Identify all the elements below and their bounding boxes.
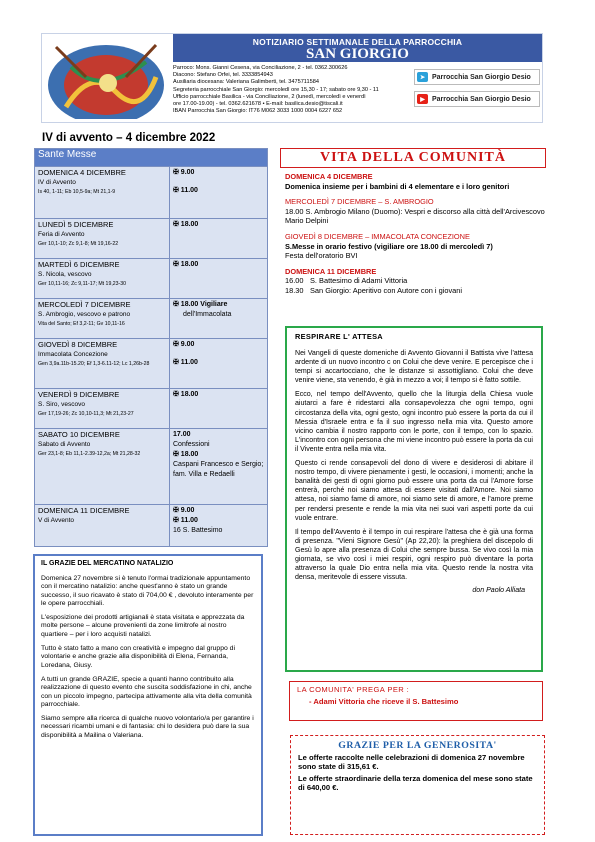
community-events bbox=[285, 172, 545, 302]
youtube-label: Parrocchia San Giorgio Desio bbox=[432, 95, 531, 103]
mercatino-title: IL GRAZIE DEL MERCATINO NATALIZIO bbox=[41, 560, 174, 567]
table-row bbox=[35, 429, 268, 505]
youtube-link[interactable] bbox=[414, 91, 540, 107]
contact-line: Ufficio parrocchiale Basilica - via Conciliazione, 2 (lunedì, mercoledì e venerdì bbox=[173, 93, 366, 100]
reflection-box bbox=[285, 326, 543, 672]
event-date: DOMENICA 4 DICEMBRE bbox=[285, 172, 373, 181]
contact-line: Parroco: Mons. Gianni Cesena, via Conciliazione, 2 - tel. 0362.300626 bbox=[173, 65, 348, 71]
row-celebration: Immacolata Concezione bbox=[38, 351, 108, 358]
reflection-title: RESPIRARE L' ATTESA bbox=[295, 332, 383, 341]
reflection-paragraph: Nei Vangeli di queste domeniche di Avvento Giovanni il Battista vive l'attesa ardente di un nuovo incontro c on Colui che deve venire. E percepisce che i tempi si accartocciano, che le distanze si assottigliano. Colui che deve venire viene, sta venendo, è già in mezzo a voi; il tempo si è fatto sottile. bbox=[295, 350, 533, 385]
event-item bbox=[285, 276, 545, 286]
offerings-title: GRAZIE PER LA GENEROSITA' bbox=[338, 740, 497, 751]
event-item bbox=[285, 286, 545, 296]
masthead bbox=[173, 34, 542, 62]
mass-intention: Caspani Francesco e Sergio; bbox=[173, 461, 264, 468]
event-text: S. Battesimo di Adami Vittoria bbox=[310, 276, 408, 286]
offerings-line: Le offerte straordinarie della terza domenica del mese sono state di 640,00 €. bbox=[298, 773, 533, 793]
reflection-paragraph: Questo ci rende consapevoli del dono di vivere e desiderosi di abitare il nostro tempo, di vivere pienamente i gesti, le occasioni, i momenti; anche la banalità dei gesti di ogni giorno può essere una porta da cui l'Amore forse entrerà, perché noi siamo attesa di essere visitati dall'Amore. Noi siamo attesa, noi siamo fame di amore, noi siamo sete di amore, e l'amore preme per rendersi presente e rende la mia vita nei suoi vari aspetti porte da cui vuole entrare. bbox=[295, 460, 533, 522]
event-date: MERCOLEDÌ 7 DICEMBRE – S. AMBROGIO bbox=[285, 197, 434, 207]
newsletter-header bbox=[41, 33, 543, 123]
mass-time: ✠ 18.00 bbox=[173, 391, 199, 398]
event-text: 18.00 S. Ambrogio Milano (Duomo): Vespri e discorso alla città dell'Arcivescovo Mario Delpini bbox=[285, 206, 545, 226]
mass-time: ✠ 11.00 bbox=[173, 359, 198, 366]
mercatino-paragraph: Siamo sempre alla ricerca di qualche nuovo volontario/a per garantire i necessari ricambi umani e di fantasia: chi lo desidera può dare la sua disponibilità a Mailina o Valeriana. bbox=[41, 715, 254, 739]
offerings-line: Le offerte raccolte nelle celebrazioni di domenica 27 novembre sono state di 315,61 €. bbox=[298, 753, 525, 772]
prayer-box bbox=[289, 681, 543, 721]
row-readings: Ger 23,1-8; Eb 11,1-2.39-12,2a; Mt 21,28-32 bbox=[38, 451, 141, 457]
row-celebration: S. Nicola, vescovo bbox=[38, 271, 92, 278]
mass-time: ✠ 18.00 bbox=[173, 261, 199, 268]
mass-note: dell'Immacolata bbox=[183, 311, 232, 318]
table-row bbox=[35, 299, 268, 339]
row-readings: Vita del Santo; Ef 3,2-11; Gv 10,11-16 bbox=[38, 321, 125, 327]
table-row bbox=[35, 389, 268, 429]
church-logo bbox=[46, 37, 171, 119]
table-row bbox=[35, 219, 268, 259]
mass-intention: fam. Villa e Redaelli bbox=[173, 471, 235, 478]
youtube-icon: ▶ bbox=[417, 94, 428, 104]
mass-time: 17.00 bbox=[173, 431, 191, 438]
table-row bbox=[35, 167, 268, 219]
prayer-title: LA COMUNITA' PREGA PER : bbox=[297, 685, 410, 694]
mass-note: Confessioni bbox=[173, 441, 210, 448]
row-day: DOMENICA 11 DICEMBRE bbox=[38, 506, 130, 515]
offerings-box bbox=[290, 735, 545, 835]
row-celebration: IV di Avvento bbox=[38, 179, 76, 186]
mass-time: ✠ 9.00 bbox=[173, 341, 195, 348]
mercatino-box bbox=[33, 554, 263, 836]
row-readings: Ger 17,19-26; Zc 10,10-11,3; Mt 21,23-27 bbox=[38, 411, 134, 417]
row-celebration: V di Avvento bbox=[38, 517, 75, 524]
row-day: MERCOLEDÌ 7 DICEMBRE bbox=[38, 300, 131, 309]
event-text: Domenica insieme per i bambini di 4 elementare e i loro genitori bbox=[285, 181, 510, 191]
masthead-subtitle: NOTIZIARIO SETTIMANALE DELLA PARROCCHIA bbox=[252, 37, 463, 47]
contact-line: IBAN Parrocchia San Giorgio: IT76 M062 3033 1000 0004 6227 652 bbox=[173, 108, 343, 115]
event-text: Festa dell'oratorio BVI bbox=[285, 251, 358, 261]
event-text: San Giorgio: Aperitivo con Autore con i giovani bbox=[310, 285, 463, 295]
mass-schedule-table bbox=[34, 148, 268, 547]
mass-time: ✠ 18.00 Vigiliare bbox=[173, 301, 228, 308]
prayer-item: - Adami Vittoria che riceve il S. Battesimo bbox=[309, 697, 459, 706]
mercatino-paragraph: Tutto è stato fatto a mano con creatività e impegno dal gruppo di volontarie e anche grazie alla disponibilità di Elena, Fernanda, Loredana, Giusy. bbox=[41, 645, 235, 669]
mass-note: 16 S. Battesimo bbox=[173, 527, 223, 534]
contact-line: Ausiliaria diocesana: Valeriana Galimberti, tel. 3475711584 bbox=[173, 79, 319, 86]
reflection-paragraph: Il tempo dell'Avvento è il tempo in cui respirare l'attesa che è già una forma di presenza. "Vieni Signore Gesù" (Ap 22,20): la preghiera del discepolo di Gesù lo apre alla presenza di Colui che sempre bussa. Se vivo così la mia giornata, se vivo così i miei respiri, ogni respiro può diventare la porta attraverso la quale Dio entra nella mia vita. Questo rende la nostra vita densa, meritevole di essere vissuta. bbox=[295, 528, 533, 582]
row-celebration: S. Ambrogio, vescovo e patrono bbox=[38, 311, 131, 318]
row-day: MARTEDÌ 6 DICEMBRE bbox=[38, 260, 120, 269]
contact-info bbox=[173, 65, 423, 115]
row-readings: Ger 10,11-16; Zc 9,11-17; Mt 19,23-30 bbox=[38, 281, 127, 287]
row-day: VENERDÌ 9 DICEMBRE bbox=[38, 390, 120, 399]
reflection-paragraph: Ecco, nel tempo dell'Avvento, quello che la liturgia della Chiesa vuole aiutarci a fare è ridestarci alla consapevolezza che ogni tempo, ogni circostanza della vita, ogni gesto, ogni incontro può essere la porta da cui il Messia d'Israele entra e fa il suo ingresso nella mia vita. Questo amore vicino cambia il nostro rapporto con le porte, con il tempo, con lo spazio. L'incontro con ogni persona che mi viene incontro può essere la porta da cui il Vivente entra nella mia vita. bbox=[295, 391, 533, 453]
masthead-title: SAN GIORGIO bbox=[306, 46, 409, 62]
row-celebration: Sabato di Avvento bbox=[38, 441, 91, 448]
row-celebration: Feria di Avvento bbox=[38, 231, 85, 238]
row-readings: Gen 3,9a.11b-15.20; Ef 1,3-6.11-12; Lc 1,26b-28 bbox=[38, 361, 150, 367]
event-date: GIOVEDÌ 8 DICEMBRE – IMMACOLATA CONCEZIONE bbox=[285, 231, 470, 241]
row-readings: Is 40, 1-11; Eb 10,5-9a; Mt 21,1-9 bbox=[38, 189, 116, 195]
row-readings: Ger 10,1-10; Zc 9,1-8; Mt 19,16-22 bbox=[38, 241, 119, 247]
row-day: GIOVEDÌ 8 DICEMBRE bbox=[38, 340, 118, 349]
social-links bbox=[414, 69, 540, 113]
mass-time: ✠ 9.00 bbox=[173, 169, 195, 176]
community-life-title: VITA DELLA COMUNITÀ bbox=[280, 148, 546, 168]
telegram-label: Parrocchia San Giorgio Desio bbox=[432, 73, 531, 81]
telegram-link[interactable] bbox=[414, 69, 540, 85]
table-row bbox=[35, 505, 268, 547]
contact-line: Segreteria parrocchiale San Giorgio: mercoledì ore 15,30 - 17; sabato ore 9,30 - 11 bbox=[173, 86, 379, 93]
event-text: S.Messe in orario festivo (vigiliare ore 18.00 di mercoledì 7) bbox=[285, 241, 493, 251]
contact-line: Diacono: Stefano Orfei, tel. 3333854943 bbox=[173, 72, 273, 79]
contact-line: ore 17.00-19.00) - tel. 0362.621678 • E-mail: basilica.desio@tiscali.it bbox=[173, 101, 343, 108]
reflection-author: don Paolo Alliata bbox=[472, 587, 525, 595]
issue-date: IV di avvento – 4 dicembre 2022 bbox=[42, 132, 216, 144]
mass-time: ✠ 18.00 bbox=[173, 451, 199, 458]
event-time: 18.30 bbox=[285, 285, 304, 295]
row-day: DOMENICA 4 DICEMBRE bbox=[38, 168, 126, 177]
mass-time: ✠ 11.00 bbox=[173, 517, 198, 524]
telegram-icon: ➤ bbox=[417, 72, 428, 82]
row-day: SABATO 10 DICEMBRE bbox=[38, 430, 120, 439]
table-row bbox=[35, 259, 268, 299]
mass-time: ✠ 9.00 bbox=[173, 507, 195, 514]
event-time: 16.00 bbox=[285, 276, 304, 286]
row-celebration: S. Siro, vescovo bbox=[38, 401, 85, 408]
mercatino-paragraph: L'esposizione dei prodotti artigianali è stata visitata e apprezzata da molte persone – alcune provenienti da zone limitrofe al nostro quartiere – per i loro acquisti natalizi. bbox=[41, 614, 245, 638]
mercatino-paragraph: A tutti un grande GRAZIE, specie a quanti hanno contribuito alla realizzazione di questo evento che suscita soddisfazione in chi, anche con un piccolo impegno, partecipa attivamente alla vita della comunità parrocchiale. bbox=[41, 675, 252, 708]
mercatino-paragraph: Domenica 27 novembre si è tenuto l'ormai tradizionale appuntamento con il mercatino natalizio: anche quest'anno è stato un grande successo, il suo ricavato è stato di 704,00 € , devoluto interamente per le opere parrocchiali. bbox=[41, 575, 254, 607]
row-day: LUNEDÌ 5 DICEMBRE bbox=[38, 220, 114, 229]
schedule-title: Sante Messe bbox=[35, 149, 268, 167]
event-date: DOMENICA 11 DICEMBRE bbox=[285, 266, 377, 276]
mass-time: ✠ 18.00 bbox=[173, 221, 199, 228]
mass-time: ✠ 11.00 bbox=[173, 187, 198, 194]
table-row bbox=[35, 339, 268, 389]
